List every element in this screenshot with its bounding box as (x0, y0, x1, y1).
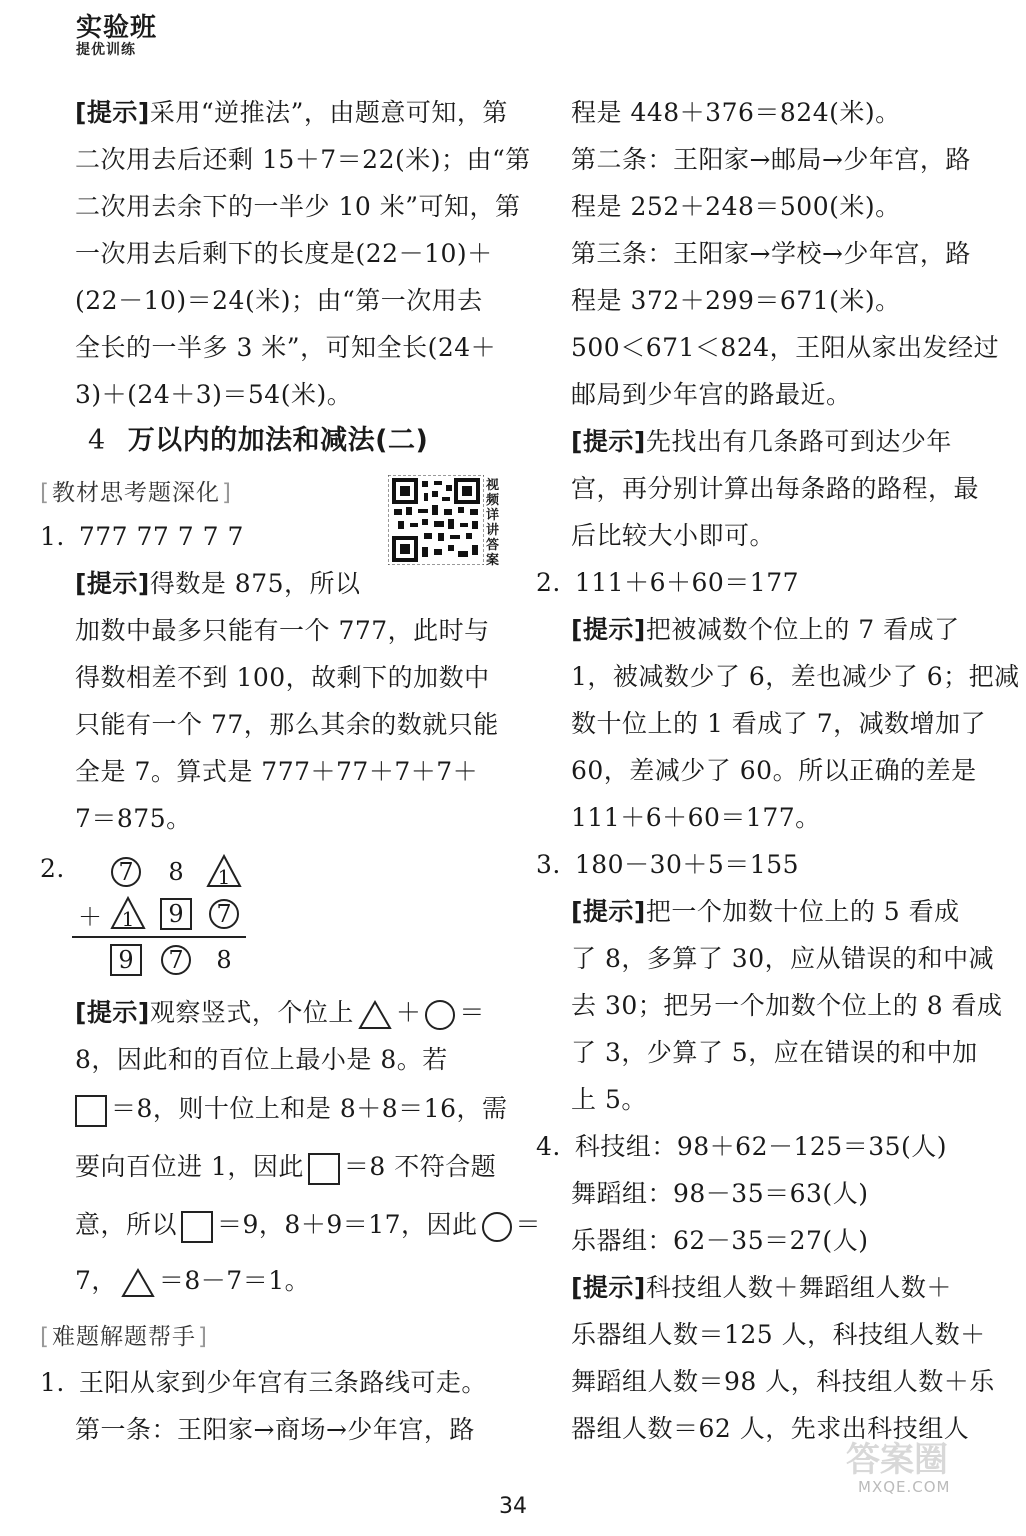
triangle-digit: 1 (206, 854, 242, 890)
watermark: MXQE.COM (858, 1478, 951, 1496)
r1-line-0: 1. 王阳从家到少年宫有三条路线可走。 (40, 1368, 487, 1397)
triangle-icon (358, 1000, 392, 1030)
section-heading: 4 万以内的加法和减法(二) (88, 425, 429, 456)
tag-hard-problem-helper: [ 难题解题帮手 ] (40, 1318, 208, 1351)
triangle-icon (121, 1268, 155, 1298)
intro-line-5: 全长的一半多 3 米”，可知全长(24＋ (75, 333, 497, 362)
circle-digit: 7 (158, 942, 194, 978)
r3-hint-line-4: 上 5。 (571, 1085, 647, 1114)
box-digit: 9 (108, 942, 144, 978)
watermark-logo: 答案圈 (846, 1440, 948, 1480)
route-line-3: 第三条：王阳家→学校→少年宫，路 (571, 239, 971, 268)
r4-line-1: 舞蹈组：98－35＝63(人) (571, 1179, 869, 1208)
r1-hint-line-0: [提示]先找出有几条路可到达少年 (571, 427, 952, 456)
route-line-0: 程是 448＋376＝824(米)。 (571, 98, 901, 127)
q1-hint-line-4: 全是 7。算式是 777＋77＋7＋7＋ (75, 757, 479, 786)
circle-icon (482, 1212, 512, 1242)
route-line-2: 程是 252＋248＝500(米)。 (571, 192, 901, 221)
r1-line-1: 第一条：王阳家→商场→少年宫，路 (75, 1415, 475, 1444)
r2-hint-line-0: [提示]把被减数个位上的 7 看成了 (571, 615, 960, 644)
route-line-4: 程是 372＋299＝671(米)。 (571, 286, 901, 315)
q2-number: 2. (40, 854, 65, 883)
r3-hint-line-3: 了 3，少算了 5，应在错误的和中加 (571, 1038, 978, 1067)
route-line-5: 500＜671＜824，王阳从家出发经过 (571, 333, 1000, 362)
q1-hint-line-0: [提示]得数是 875，所以 (75, 569, 361, 598)
plain-digit: 8 (216, 946, 232, 974)
r2-hint-line-4: 111＋6＋60＝177。 (571, 803, 821, 832)
r3-hint-line-1: 了 8，多算了 30，应从错误的和中减 (571, 944, 995, 973)
r2-hint-line-1: 1，被减数少了 6，差也减少了 6；把减 (571, 662, 1020, 691)
plus-sign: ＋ (78, 902, 102, 931)
r4-answer-line: 4. 科技组：98＋62－125＝35(人) (536, 1132, 948, 1161)
square-icon (308, 1153, 340, 1185)
r4-hint-line-2: 舞蹈组人数＝98 人，科技组人数＋乐 (571, 1367, 995, 1396)
q2-hint-line-3: 要向百位进 1，因此 ＝8 不符合题 (75, 1150, 496, 1185)
q2-hint-line-1: 8，因此和的百位上最小是 8。若 (75, 1045, 448, 1074)
q2-hint-line-5: 7， ＝8－7＝1。 (75, 1264, 310, 1298)
brand-title: 实验班 (76, 13, 158, 43)
r1-hint-line-2: 后比较大小即可。 (571, 521, 776, 550)
r4-hint-line-0: [提示]科技组人数＋舞蹈组人数＋ (571, 1273, 952, 1302)
qr-label: 视频详讲答案 (486, 478, 500, 568)
sum-divider (72, 936, 246, 938)
q1-hint-line-2: 得数相差不到 100，故剩下的加数中 (75, 663, 490, 692)
r2-hint-line-2: 数十位上的 1 看成了 7，减数增加了 (571, 709, 987, 738)
r3-hint-line-0: [提示]把一个加数十位上的 5 看成 (571, 897, 960, 926)
q1-hint-line-1: 加数中最多只能有一个 777，此时与 (75, 616, 490, 645)
circle-digit: 7 (108, 854, 144, 890)
r4-hint-line-3: 器组人数＝62 人，先求出科技组人 (571, 1414, 970, 1443)
q2-hint-line-4: 意，所以 ＝9，8＋9＝17，因此 ＝ (75, 1208, 541, 1243)
circle-icon (425, 1000, 455, 1030)
circle-digit: 7 (206, 896, 242, 932)
qr-code-icon[interactable] (388, 475, 484, 565)
triangle-digit: 1 (110, 896, 146, 932)
intro-line-0: [提示]采用“逆推法”，由题意可知，第 (75, 98, 508, 127)
route-line-1: 第二条：王阳家→邮局→少年宫，路 (571, 145, 971, 174)
vertical-addition (72, 850, 252, 980)
q1-answer-line: 1. 777 77 7 7 7 (40, 522, 244, 551)
intro-line-1: 二次用去后还剩 15＋7＝22(米)；由“第 (75, 145, 531, 174)
r2-answer-line: 2. 111＋6＋60＝177 (536, 568, 800, 597)
square-icon (181, 1211, 213, 1243)
r1-hint-line-1: 宫，再分别计算出每条路的路程，最 (571, 474, 980, 503)
plain-digit: 8 (168, 858, 184, 886)
box-digit: 9 (158, 896, 194, 932)
intro-line-6: 3)＋(24＋3)＝54(米)。 (75, 380, 353, 409)
r4-line-2: 乐器组：62－35＝27(人) (571, 1226, 869, 1255)
brand-subtitle: 提优训练 (76, 42, 136, 58)
q1-hint-line-3: 只能有一个 77，那么其余的数就只能 (75, 710, 499, 739)
intro-line-2: 二次用去余下的一半少 10 米”可知，第 (75, 192, 521, 221)
r3-answer-line: 3. 180－30＋5＝155 (536, 850, 800, 879)
q2-hint-line-0: [提示]观察竖式，个位上 ＋ ＝ (75, 996, 485, 1030)
intro-line-4: (22－10)＝24(米)；由“第一次用去 (75, 286, 483, 315)
tag-textbook-deepening: [ 教材思考题深化 ] (40, 474, 232, 507)
q1-hint-line-5: 7＝875。 (75, 804, 192, 833)
intro-line-3: 一次用去后剩下的长度是(22－10)＋ (75, 239, 493, 268)
r4-hint-line-1: 乐器组人数＝125 人，科技组人数＋ (571, 1320, 986, 1349)
r2-hint-line-3: 60，差减少了 60。所以正确的差是 (571, 756, 977, 785)
q2-hint-line-2: ＝8，则十位上和是 8＋8＝16，需 (75, 1092, 507, 1127)
r3-hint-line-2: 去 30；把另一个加数个位上的 8 看成 (571, 991, 1003, 1020)
route-line-6: 邮局到少年宫的路最近。 (571, 380, 852, 409)
brand (76, 14, 157, 58)
square-icon (75, 1095, 107, 1127)
page-number: 34 (499, 1494, 527, 1519)
